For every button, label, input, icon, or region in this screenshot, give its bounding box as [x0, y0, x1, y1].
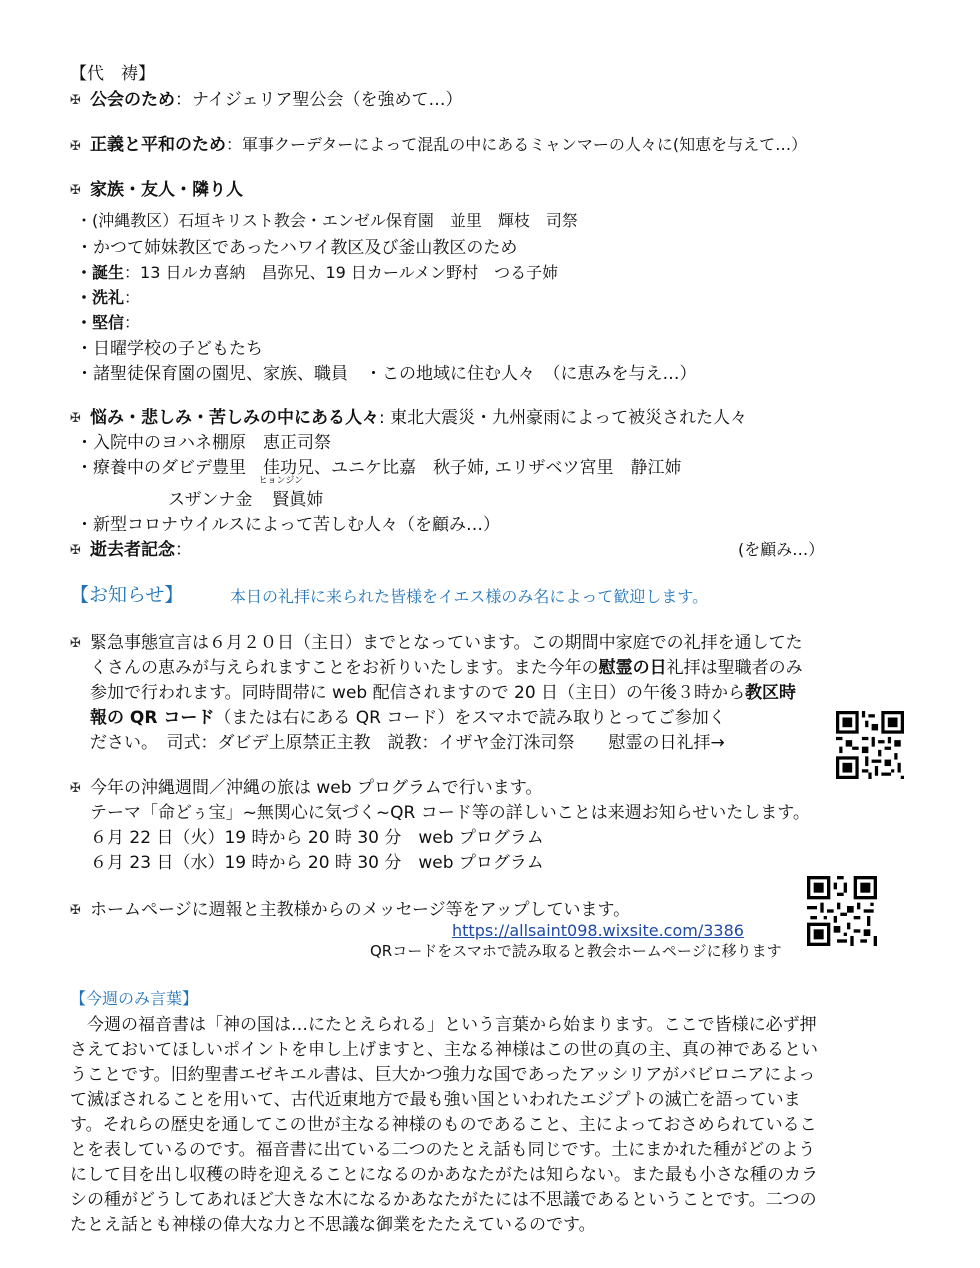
word-line: にして目を出し収穫の時を迎えることになるのかあなたがたは知らない。また最も小さな種のカラ — [70, 1165, 818, 1185]
notice-text: くさんの恵みが与えられますことをお祈りいたします。また今年の — [90, 658, 599, 678]
cross-pattee-icon: ✠ — [70, 411, 81, 426]
notice-line — [90, 681, 796, 705]
cross-pattee-icon: ✠ — [70, 781, 81, 796]
covid-line: ・新型コロナウイルスによって苦しむ人々（を顧み…） — [76, 515, 500, 535]
family-heading: 家族・友人・隣り人 — [90, 180, 243, 200]
word-line: て滅ぼされることを用いて、古代近東地方で最も強い国といわれたエジプトの滅亡を語っていま — [70, 1090, 801, 1110]
notice-text: 参加で行われます。同時間帯に web 配信されますので 20 日（主日）の午後３時から — [90, 683, 746, 703]
baptism-line — [76, 287, 140, 309]
word-heading: 【今週のみ言葉】 — [70, 989, 199, 1008]
intercession-item-label: 正義と平和のため — [90, 135, 226, 155]
baptism-text: ： — [124, 288, 141, 307]
word-line: 今週の福音書は「神の国は…にたとえられる」という言葉から始まります。ここで皆様に必ず押 — [70, 1015, 817, 1035]
ruby-base: 賢 — [272, 490, 290, 510]
notice-line: 今年の沖縄週間／沖縄の旅は web プログラムで行います。 — [90, 778, 543, 798]
intercession-heading: 【代 祷】 — [70, 64, 155, 84]
cross-pattee-icon: ✠ — [70, 903, 81, 918]
intercession-item-text: ：軍事クーデターによって混乱の中にあるミャンマーの人々に(知恵を与えて…） — [226, 135, 808, 154]
notice-line: ６月 22 日（火）19 時から 20 時 30 分 web プログラム — [90, 828, 544, 848]
notice-bold: 教区時 — [745, 683, 797, 703]
suffering-label: 悩み・悲しみ・苦しみの中にある人々 — [90, 408, 379, 428]
departed-text: ： — [175, 540, 192, 560]
hospital-line: ・入院中のヨハネ棚原 恵正司祭 — [76, 433, 331, 453]
word-line: さえておいてほしいポイントを申し上げますと、主なる神様はこの世の真の主、真の神であるとい — [70, 1040, 818, 1060]
confirmation-label: ・堅信 — [76, 313, 125, 332]
word-line: うことです。旧約聖書エゼキエル書は、巨大かつ強力な国であったアッシリアがバビロニアによっ — [70, 1065, 816, 1085]
cross-pattee-icon: ✠ — [70, 543, 81, 558]
intercession-item — [90, 134, 807, 156]
confirmation-text: ： — [124, 313, 141, 332]
ruby-reading: ヒョンジン — [258, 476, 304, 486]
notice-text: 礼拝は聖職者のみ — [666, 658, 803, 678]
cross-pattee-icon: ✠ — [70, 636, 81, 651]
departed-line — [90, 538, 192, 562]
welcome-text: 本日の礼拝に来られた皆様をイエス様のみ名によって歓迎します。 — [230, 587, 709, 606]
word-line: シの種がどうしてあれほど大きな木になるかあなたがたには不思議であるということです。二つの — [70, 1190, 817, 1210]
notice-line: ６月 23 日（水）19 時から 20 時 30 分 web プログラム — [90, 853, 544, 873]
homepage-link[interactable]: https://allsaint098.wixsite.com/3386 — [452, 921, 744, 940]
nursery-line: ・諸聖徒保育園の園児、家族、職員 ・この地域に住む人々 （に恵みを与え…） — [76, 364, 697, 384]
notices-heading: 【お知らせ】 — [70, 584, 184, 606]
qr-code-memorial[interactable] — [836, 711, 904, 779]
notice-bold: 慰霊の日 — [598, 658, 667, 678]
notice-line: ださい。 司式：ダビデ上原禁正主教 説教：イザヤ金汀洙司祭 慰霊の日礼拝→ — [90, 733, 725, 753]
notice-bold: 報の QR コード — [90, 708, 215, 728]
departed-suffix: (を顧み…） — [738, 540, 825, 559]
recuperating-line: ・療養中のダビデ豊里 佳功兄、ユニケ比嘉 秋子姉, エリザベツ宮里 静江姉 — [76, 458, 682, 478]
word-line: す。それらの歴史を通してこの世が主なる神様のものであること、主によっておさめられているこ — [70, 1115, 817, 1135]
notice-text: （または右にある QR コード）をスマホで読み取りとってご参加く — [214, 708, 726, 728]
notice-line: ホームページに週報と主教様からのメッセージ等をアップしています。 — [90, 900, 631, 920]
suffering-line — [90, 406, 747, 430]
birth-line — [76, 262, 558, 284]
cross-pattee-icon: ✠ — [70, 139, 81, 154]
family-line: ・(沖縄教区）石垣キリスト教会・エンゼル保育園 並里 輝枝 司祭 — [76, 211, 578, 230]
word-line: とを表しているのです。福音書に出ている二つのたとえ話も同じです。土にまかれた種がどのよう — [70, 1140, 816, 1160]
intercession-item-label: 公会のため — [90, 90, 175, 110]
intercession-item — [90, 88, 462, 112]
notice-line — [90, 656, 803, 680]
family-line: ・かつて姉妹教区であったハワイ教区及び釜山教区のため — [76, 238, 518, 258]
ruby-kanji — [258, 476, 304, 512]
qr-code-homepage[interactable] — [807, 876, 877, 946]
suffering-text: : 東北大震災・九州豪雨によって被災された人々 — [379, 408, 748, 428]
susanna-line — [168, 476, 324, 512]
notice-line: テーマ「命どぅ宝」~無関心に気づく~QR コード等の詳しいことは来週お知らせいたします。 — [90, 803, 810, 823]
sunday-school-line: ・日曜学校の子どもたち — [76, 339, 263, 359]
confirmation-line — [76, 312, 140, 334]
notice-line: 緊急事態宣言は６月２０日（主日）までとなっています。この期間中家庭での礼拝を通してた — [90, 633, 803, 653]
susanna-rest: 眞姉 — [289, 490, 324, 510]
baptism-label: ・洗礼 — [76, 288, 125, 307]
cross-pattee-icon: ✠ — [70, 183, 81, 198]
birth-text: ：13 日ルカ喜納 昌弥兄、19 日カールメン野村 つる子姉 — [124, 263, 559, 282]
cross-pattee-icon: ✠ — [70, 93, 81, 108]
notice-line — [90, 706, 726, 730]
departed-label: 逝去者記念 — [90, 540, 175, 560]
birth-label: ・誕生 — [76, 263, 125, 282]
qr-caption: QRコードをスマホで読み取ると教会ホームページに移ります — [370, 942, 782, 960]
susanna-name: スザンナ金 — [168, 490, 253, 510]
intercession-item-text: ：ナイジェリア聖公会（を強めて…） — [175, 90, 463, 110]
word-line: たとえ話とも神様の偉大な力と不思議な御業をたたえているのです。 — [70, 1215, 596, 1235]
